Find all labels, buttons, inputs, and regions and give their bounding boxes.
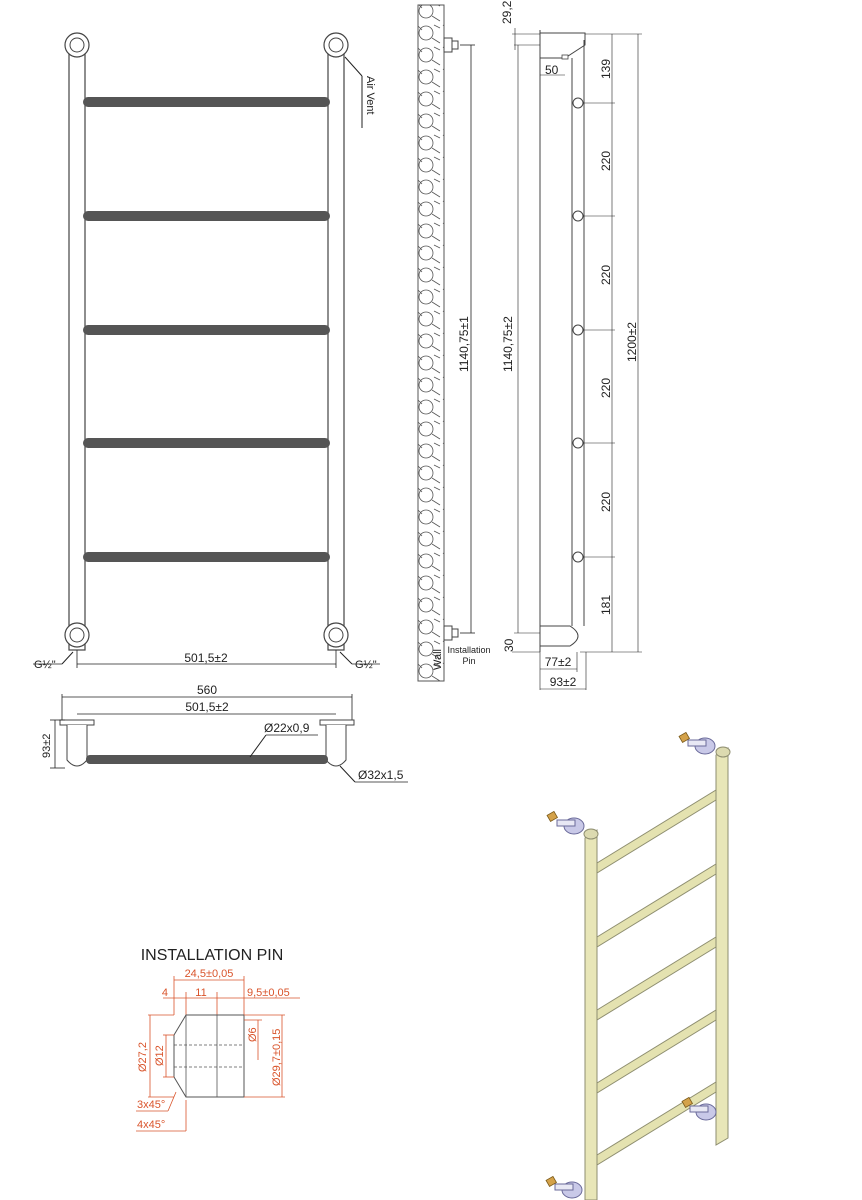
spacing-2: 220	[599, 150, 613, 171]
inlet-right-label: G½"	[355, 659, 377, 671]
pin-len-a: 4	[161, 987, 168, 999]
wall-label: Wall	[432, 649, 444, 670]
depth-dim: 93±2	[41, 733, 53, 758]
wall-section	[418, 5, 444, 681]
pin-label-line1: Installation	[447, 645, 491, 655]
air-vent-label: Air Vent	[364, 76, 376, 115]
bracket-width-dim: 50	[545, 63, 559, 77]
center-width-dim: 501,5±2	[185, 700, 229, 714]
spacing-5: 220	[599, 491, 613, 512]
overall-height-dim: 1200±2	[625, 322, 639, 362]
left-tube	[69, 40, 85, 650]
side-pin-height-dim: 1140,75±2	[501, 316, 515, 372]
bottom-bracket	[540, 626, 578, 646]
spacing-6: 181	[599, 594, 613, 615]
top-left-cap	[65, 33, 89, 57]
chamfer-1: 3x45°	[137, 1099, 166, 1111]
tube-spec: Ø32x1,5	[358, 768, 404, 782]
depth-outer-dim: 93±2	[549, 675, 577, 689]
pin-dia-inner: Ø12	[154, 1045, 166, 1066]
pin-dia-outer: Ø27,2	[137, 1042, 149, 1072]
pin-detail-title: INSTALLATION PIN	[140, 947, 284, 964]
bottom-offset-dim: 30	[502, 638, 516, 652]
front-width-dim: 501,5±2	[184, 651, 228, 665]
pin-dia-body: Ø29,7±0,15	[271, 1028, 283, 1086]
bar-spec: Ø22x0,9	[264, 721, 310, 735]
pin-len-c: 9,5±0,05	[247, 987, 290, 999]
bar-1	[83, 97, 330, 107]
isometric-render	[546, 732, 730, 1200]
pin-length-total: 24,5±0,05	[184, 968, 234, 980]
pin-len-b: 11	[195, 987, 207, 999]
top-bracket	[540, 33, 585, 58]
bar-2	[83, 211, 330, 221]
inlet-left-label: G½"	[34, 659, 56, 671]
bottom-left-cap	[65, 623, 89, 647]
spacing-3: 220	[599, 264, 613, 285]
right-tube	[328, 40, 344, 650]
front-view	[33, 33, 380, 671]
depth-inner-dim: 77±2	[544, 655, 572, 669]
pin-label-line2: Pin	[462, 656, 476, 666]
top-view	[41, 683, 408, 782]
pin-top	[444, 38, 458, 52]
side-view	[500, 0, 642, 690]
top-right-cap	[324, 33, 348, 57]
installation-pin-detail	[136, 947, 300, 1131]
top-offset-dim: 29,2	[500, 0, 514, 24]
spacing-1: 139	[599, 58, 613, 79]
bottom-right-cap	[324, 623, 348, 647]
wall-pin-dim: 1140,75±1	[457, 316, 471, 372]
pin-dia-hole: Ø6	[247, 1027, 259, 1042]
bar-5	[83, 552, 330, 562]
overall-width-dim: 560	[196, 683, 218, 697]
bar-4	[83, 438, 330, 448]
wall-view	[418, 5, 491, 681]
spacing-4: 220	[599, 377, 613, 398]
bar-3	[83, 325, 330, 335]
chamfer-2: 4x45°	[137, 1119, 166, 1131]
pin-bottom	[444, 626, 458, 640]
